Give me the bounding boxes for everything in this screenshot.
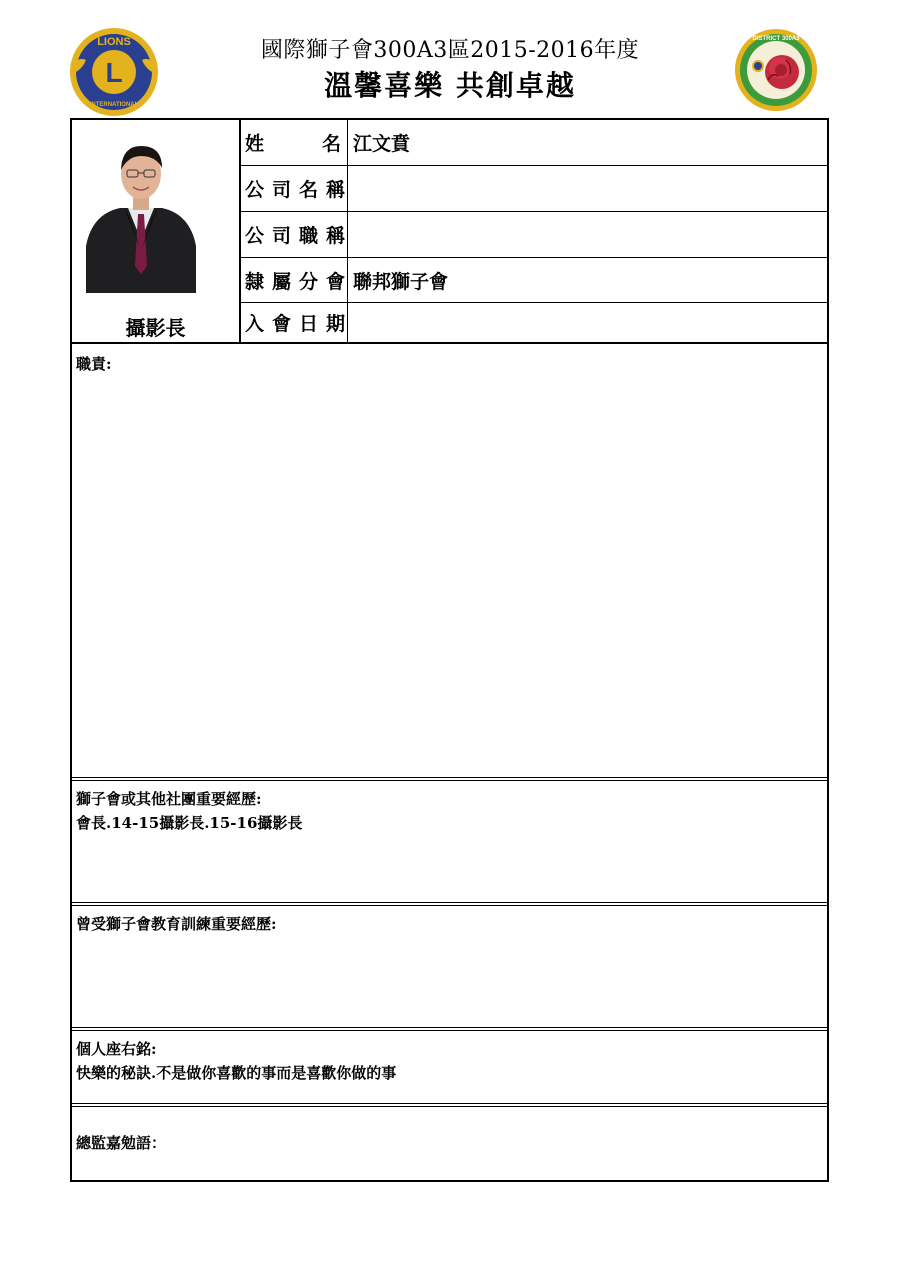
experience-value: 會長.14-15攝影長.15-16攝影長	[76, 814, 303, 832]
duties-section	[72, 342, 827, 778]
company-name-label: 公司名稱	[241, 166, 348, 211]
profile-form	[70, 118, 829, 1182]
position-title: 攝影長	[125, 316, 186, 340]
info-row-name	[241, 120, 827, 166]
info-row-join-date	[241, 303, 827, 342]
job-title-label: 公司職稱	[241, 212, 348, 257]
logo-text-top: LIONS	[97, 36, 131, 48]
motto-section	[72, 1027, 827, 1104]
info-row-company	[241, 166, 827, 212]
join-date-value	[353, 303, 827, 342]
badge-text: DISTRICT 300A3	[752, 36, 800, 42]
club-label: 隸屬分會	[241, 258, 348, 302]
district-rose-badge	[734, 28, 818, 112]
motto-label: 個人座右銘:	[76, 1040, 157, 1058]
info-row-club	[241, 258, 827, 303]
name-label-part1: 姓	[245, 133, 265, 155]
info-row-job-title	[241, 212, 827, 258]
club-value: 聯邦獅子會	[353, 270, 449, 293]
theme-slogan: 溫馨喜樂 共創卓越	[324, 69, 576, 102]
company-name-value	[353, 166, 827, 211]
training-label: 曾受獅子會教育訓練重要經歷:	[76, 915, 277, 933]
member-photo	[86, 128, 196, 293]
training-section	[72, 902, 827, 1028]
photo-cell	[72, 120, 241, 342]
governor-words-label: 總監嘉勉語：	[76, 1134, 167, 1152]
name-label-part2: 名	[321, 133, 341, 155]
experience-section	[72, 777, 827, 903]
motto-value: 快樂的秘訣.不是做你喜歡的事而是喜歡你做的事	[76, 1064, 397, 1082]
logo-text-bottom: INTERNATIONAL	[89, 102, 139, 108]
job-title-value	[353, 212, 827, 257]
name-label	[241, 120, 348, 165]
name-value: 江文賁	[353, 133, 411, 155]
logo-letter: L	[105, 57, 123, 88]
district-year-title: 國際獅子會300A3區2015-2016年度	[260, 38, 640, 63]
duties-label: 職責:	[76, 355, 112, 373]
experience-label: 獅子會或其他社團重要經歷:	[76, 790, 262, 808]
join-date-label: 入會日期	[241, 303, 348, 342]
governor-words-section	[72, 1103, 827, 1180]
